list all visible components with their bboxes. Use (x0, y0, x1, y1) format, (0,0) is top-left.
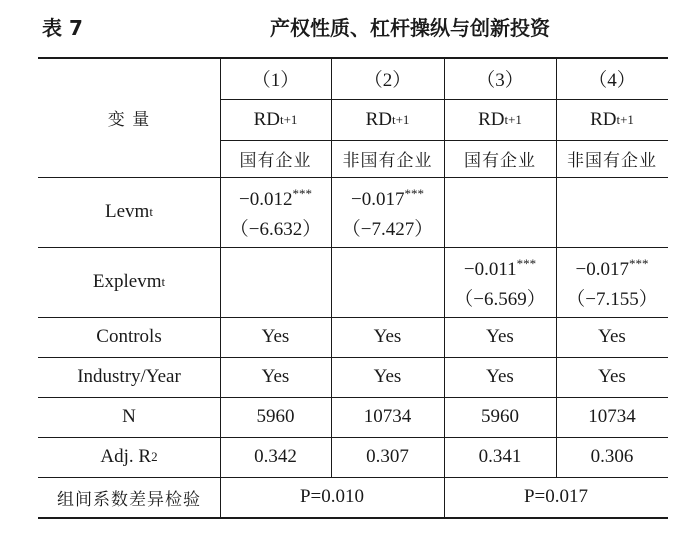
explevm-cell-3 (444, 247, 556, 317)
column-number-3: （3） (476, 69, 524, 91)
row-label-explevm: Explevm t (92, 271, 166, 292)
dependent-var-2: RD t+1 (365, 108, 410, 130)
sample-label-2: 非国有企业 (342, 151, 433, 171)
adj-r2-cell-1: 0.342 (254, 446, 297, 467)
table-label: 表 7 (42, 16, 83, 40)
levm-cell-2 (331, 177, 444, 247)
n-cell-4: 10734 (588, 406, 636, 427)
sample-label-3: 国有企业 (464, 151, 536, 171)
sample-label-1: 国有企业 (239, 151, 312, 171)
industry-year-cell-2: Yes (373, 366, 402, 387)
explevm-cell-4 (556, 247, 668, 317)
coefficient: −0.011*** (463, 256, 537, 280)
dependent-var-4: RD t+1 (590, 108, 634, 130)
t-statistic: （−7.155） (566, 289, 658, 310)
group-test-right: P=0.017 (523, 486, 589, 507)
variable-header: 变 量 (107, 109, 151, 130)
group-test-left: P=0.010 (299, 486, 365, 507)
t-statistic: （−6.632） (229, 219, 322, 240)
adj-r2-cell-4: 0.306 (590, 446, 634, 467)
n-cell-1: 5960 (256, 406, 295, 427)
dependent-var-3: RD t+1 (478, 108, 522, 130)
levm-cell-1 (220, 177, 331, 247)
t-statistic: （−6.569） (454, 289, 546, 310)
industry-year-cell-1: Yes (261, 366, 290, 387)
n-cell-2: 10734 (363, 406, 412, 427)
row-label-controls: Controls (96, 326, 162, 347)
row-label-adj-r2: Adj. R 2 (100, 446, 158, 467)
controls-cell-4: Yes (598, 326, 626, 347)
column-number-2: （2） (363, 69, 412, 91)
industry-year-cell-4: Yes (598, 366, 626, 387)
adj-r2-cell-2: 0.307 (366, 446, 409, 467)
n-cell-3: 5960 (481, 406, 519, 427)
dependent-var-1: RD t+1 (253, 108, 298, 130)
row-label-levm: Levm t (105, 201, 153, 222)
bottom-rule (38, 517, 668, 519)
coefficient: −0.012*** (239, 186, 312, 210)
industry-year-cell-3: Yes (486, 366, 514, 387)
column-number-4: （4） (588, 69, 636, 91)
controls-cell-1: Yes (261, 326, 290, 347)
table-title: 产权性质、杠杆操纵与创新投资 (270, 16, 550, 40)
controls-cell-3: Yes (486, 326, 514, 347)
coefficient: −0.017*** (575, 256, 649, 280)
controls-cell-2: Yes (373, 326, 402, 347)
column-number-1: （1） (251, 69, 300, 91)
adj-r2-cell-3: 0.341 (478, 446, 522, 467)
t-statistic: （−7.427） (341, 219, 434, 240)
sample-label-4: 非国有企业 (567, 151, 657, 171)
row-label-group-test: 组间系数差异检验 (57, 489, 201, 510)
row-label-n: N (122, 406, 136, 427)
coefficient: −0.017*** (351, 186, 424, 210)
row-label-industry-year: Industry/Year (77, 366, 181, 387)
